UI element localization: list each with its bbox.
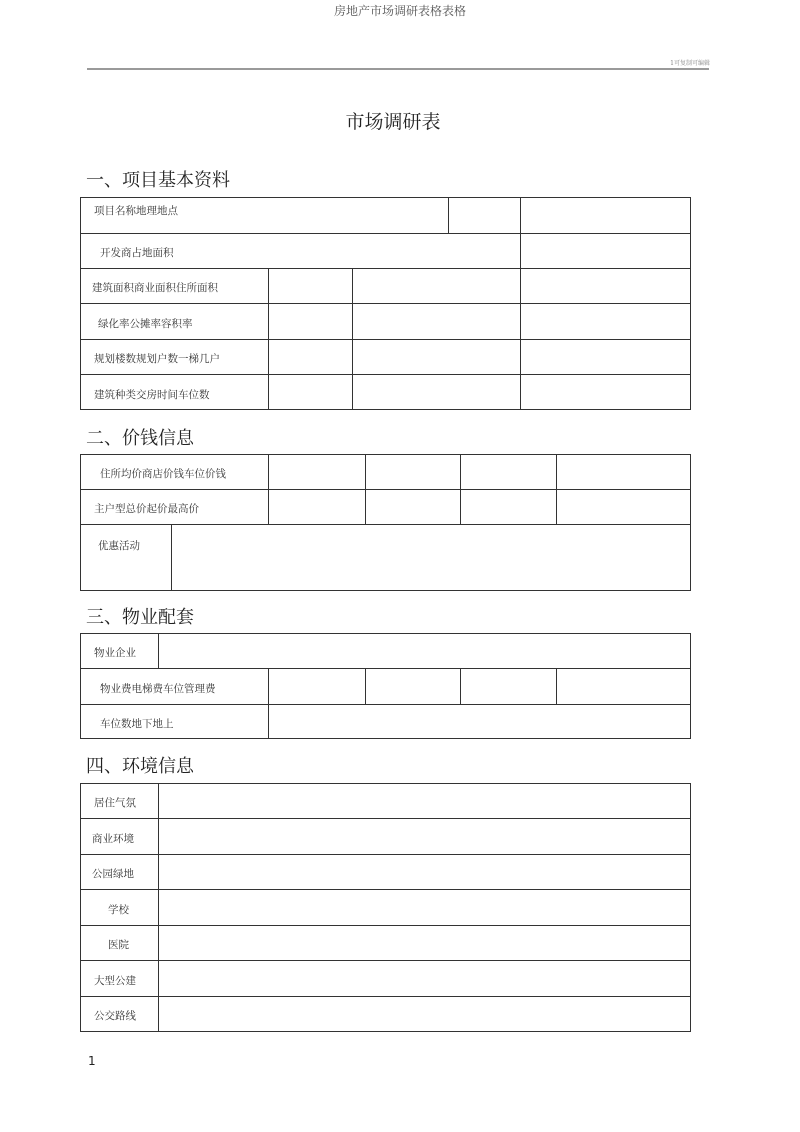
table-row-label: 规划楼数规划户数一梯几户 <box>94 353 220 365</box>
table-row-label: 居住气氛 <box>94 797 136 809</box>
table-col-divider <box>158 783 159 1032</box>
table-row-label: 公园绿地 <box>92 868 134 880</box>
section-heading-price-info: 二、价钱信息 <box>86 428 194 449</box>
table-row-label: 建筑种类交房时间车位数 <box>94 389 210 401</box>
document-header-title: 房地产市场调研表格表格 <box>333 4 466 18</box>
table-row-divider <box>80 854 691 855</box>
table-col-divider <box>365 668 366 704</box>
table-col-divider <box>365 454 366 524</box>
table-row-divider <box>80 668 691 669</box>
section-heading-property-facilities: 三、物业配套 <box>86 607 194 628</box>
table-row-divider <box>80 960 691 961</box>
table-row-divider <box>80 889 691 890</box>
table-row-label: 学校 <box>108 904 129 916</box>
table-row-label: 医院 <box>108 939 129 951</box>
table-row-divider <box>80 704 691 705</box>
table-row-divider <box>80 233 691 234</box>
table-col-divider <box>268 704 269 739</box>
table-row-divider <box>80 268 691 269</box>
table-col-divider <box>268 668 269 704</box>
table-row-label: 公交路线 <box>94 1010 136 1022</box>
environment-info-table <box>80 783 691 1032</box>
header-divider <box>87 68 709 70</box>
table-row-label: 住所均价商店价钱车位价钱 <box>100 468 226 480</box>
table-row-divider <box>80 818 691 819</box>
table-row-label: 优惠活动 <box>98 540 140 552</box>
table-row-divider <box>80 925 691 926</box>
table-row-label: 项目名称地理地点 <box>94 205 178 217</box>
table-row-label: 建筑面积商业面积住所面积 <box>92 282 218 294</box>
table-row-label: 物业费电梯费车位管理费 <box>100 683 216 695</box>
table-row-label: 大型公建 <box>94 975 136 987</box>
table-row-label: 开发商占地面积 <box>100 247 174 259</box>
table-col-divider <box>268 454 269 524</box>
table-col-divider <box>520 197 521 410</box>
table-row-divider <box>80 996 691 997</box>
table-col-divider <box>448 197 449 233</box>
table-col-divider <box>556 454 557 524</box>
section-heading-environment-info: 四、环境信息 <box>86 756 194 777</box>
table-col-divider <box>171 524 172 591</box>
table-row-label: 物业企业 <box>94 647 136 659</box>
table-col-divider <box>460 454 461 524</box>
table-col-divider <box>460 668 461 704</box>
table-row-divider <box>80 303 691 304</box>
page-number: 1 <box>88 1054 96 1068</box>
table-row-label: 车位数地下地上 <box>100 718 174 730</box>
table-row-divider <box>80 339 691 340</box>
table-col-divider <box>556 668 557 704</box>
header-note: 1可复制可编辑 <box>670 60 710 67</box>
table-row-label: 主户型总价起价最高价 <box>94 503 199 515</box>
page-title: 市场调研表 <box>345 111 441 133</box>
table-col-divider <box>268 268 269 410</box>
table-row-label: 商业环境 <box>92 833 134 845</box>
table-col-divider <box>352 268 353 410</box>
section-heading-basic-info: 一、项目基本资料 <box>86 170 230 191</box>
table-row-label: 绿化率公摊率容积率 <box>98 318 193 330</box>
table-row-divider <box>80 374 691 375</box>
table-row-divider <box>80 489 691 490</box>
table-col-divider <box>158 633 159 668</box>
